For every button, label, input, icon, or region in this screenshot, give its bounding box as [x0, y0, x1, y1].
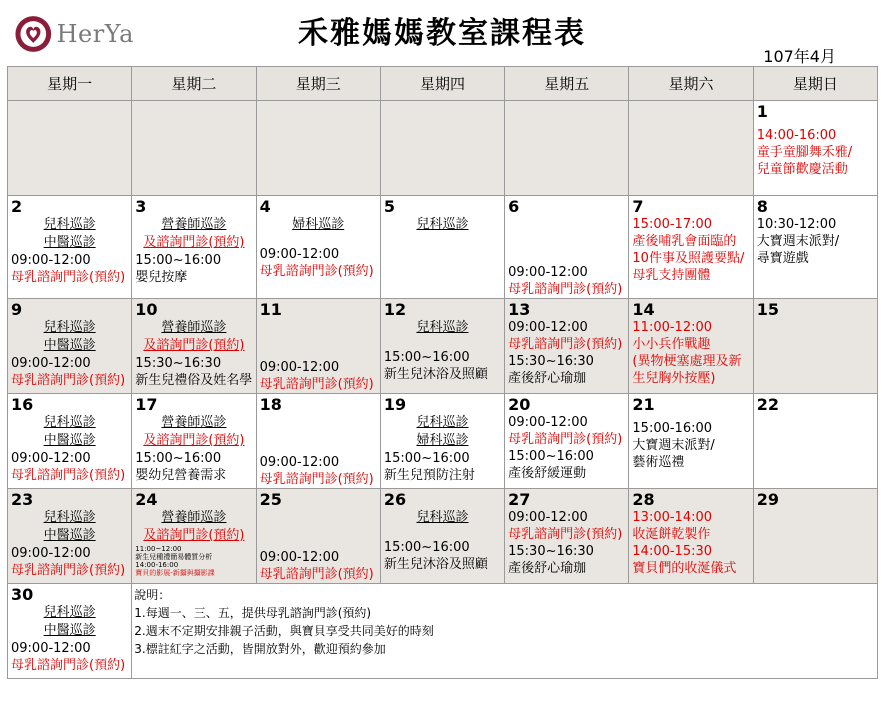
- event-time: 15:00-16:00: [632, 421, 713, 436]
- event-text: 新生兒禮俗及姓名學: [135, 373, 253, 388]
- day-number: 17: [135, 395, 158, 414]
- clinic-label: 營養師巡診: [161, 217, 227, 232]
- weekday-header: 星期一: [8, 67, 132, 101]
- event-text: 小小兵作戰趣: [632, 337, 711, 352]
- weekday-header: 星期日: [753, 67, 877, 101]
- event-time: 14:00-16:00: [756, 128, 837, 143]
- event-text: 大寶週末派對/: [756, 234, 840, 249]
- event-time: 09:00-12:00: [508, 510, 588, 525]
- day-number: 18: [259, 395, 282, 414]
- weekday-header: 星期六: [629, 67, 753, 101]
- event-text: 母乳支持團體: [632, 268, 711, 283]
- clinic-label: 中醫巡診: [43, 623, 96, 638]
- event-time: 15:00~16:00: [135, 253, 222, 268]
- event-text: 母乳諮詢門診(預約): [11, 270, 126, 285]
- event-text: 尋寶遊戲: [756, 251, 809, 266]
- weekday-header: 星期五: [505, 67, 629, 101]
- event-time: 15:30~16:30: [508, 544, 594, 559]
- event-text: 寶貝的影展-新攝與攝影課: [135, 569, 215, 577]
- empty-cell: [8, 101, 132, 196]
- event-text: 產後舒緩運動: [508, 466, 587, 481]
- logo-text: HerYa: [56, 20, 134, 48]
- clinic-label: 兒科巡診: [43, 605, 96, 620]
- event-time: 09:00-12:00: [11, 356, 91, 371]
- calendar-table: [7, 66, 878, 679]
- calendar-week: [8, 489, 878, 584]
- calendar-week: [8, 299, 878, 394]
- clinic-label: 兒科巡診: [416, 510, 469, 525]
- clinic-label: 營養師巡診: [161, 415, 227, 430]
- day-cell: [8, 394, 132, 489]
- event-time: 09:00-12:00: [11, 641, 91, 656]
- event-text: 母乳諮詢門診(預約): [508, 282, 623, 297]
- clinic-label: 兒科巡診: [43, 510, 96, 525]
- day-number: 15: [756, 300, 779, 319]
- day-number: 2: [11, 197, 23, 216]
- weekday-header-row: [8, 67, 878, 101]
- calendar-week: [8, 584, 878, 679]
- day-number: 21: [632, 395, 655, 414]
- event-time: 09:00-12:00: [11, 546, 91, 561]
- event-time: 15:00~16:00: [135, 451, 222, 466]
- event-text: 新生兒沐浴及照顧: [383, 367, 488, 382]
- event-text: 新生兒種禮簡易體質分析: [135, 553, 213, 561]
- day-number: 23: [11, 490, 34, 509]
- day-number: 25: [259, 490, 282, 509]
- clinic-label: 中醫巡診: [43, 338, 96, 353]
- day-cell: [380, 299, 504, 394]
- day-number: 4: [259, 197, 271, 216]
- event-text: 母乳諮詢門診(預約): [508, 337, 623, 352]
- weekday-header: 星期三: [256, 67, 380, 101]
- day-cell: [753, 489, 877, 584]
- clinic-label: 中醫巡診: [43, 433, 96, 448]
- empty-cell: [629, 101, 753, 196]
- day-cell: [753, 196, 877, 299]
- page-title: 禾雅媽媽教室課程表: [298, 16, 586, 51]
- event-time: 13:00-14:00: [632, 510, 713, 525]
- event-text: 母乳諮詢門診(預約): [11, 373, 126, 388]
- event-text: 母乳諮詢門診(預約): [259, 472, 374, 487]
- clinic-label: 兒科巡診: [43, 320, 96, 335]
- day-cell: [753, 101, 877, 196]
- day-number: 11: [259, 300, 282, 319]
- day-number: 5: [383, 197, 395, 216]
- event-time: 15:30~16:30: [508, 354, 594, 369]
- event-text: 嬰幼兒營養需求: [135, 468, 227, 483]
- clinic-label: 兒科巡診: [416, 217, 469, 232]
- event-text: 母乳諮詢門診(預約): [11, 468, 126, 483]
- clinic-label: 營養師巡診: [161, 320, 227, 335]
- event-text: 藝術巡禮: [632, 455, 685, 470]
- event-text: 母乳諮詢門診(預約): [259, 377, 374, 392]
- day-cell: [132, 196, 256, 299]
- day-number: 22: [756, 395, 779, 414]
- day-number: 12: [383, 300, 407, 319]
- clinic-label: 兒科巡診: [416, 415, 469, 430]
- event-text: 大寶週末派對/: [632, 438, 715, 453]
- clinic-label: 婦科巡診: [416, 433, 469, 448]
- day-number: 3: [135, 197, 147, 216]
- day-cell: [505, 299, 629, 394]
- clinic-label: 營養師巡診: [161, 510, 227, 525]
- day-number: 29: [756, 490, 779, 509]
- day-cell: [753, 394, 877, 489]
- day-number: 24: [135, 490, 158, 509]
- day-cell: [8, 489, 132, 584]
- clinic-label: 中醫巡診: [43, 235, 96, 250]
- day-cell: [256, 299, 380, 394]
- day-cell: [8, 584, 132, 679]
- day-cell: [629, 196, 753, 299]
- day-number: 1: [756, 102, 768, 121]
- empty-cell: [132, 101, 256, 196]
- event-text: 母乳諮詢門診(預約): [259, 264, 374, 279]
- notes-block: [132, 584, 877, 658]
- clinic-label: 中醫巡診: [43, 528, 96, 543]
- event-time: 09:00-12:00: [11, 253, 91, 268]
- day-number: 19: [383, 395, 407, 414]
- event-time: 14:00-15:30: [632, 544, 713, 559]
- day-cell: [132, 489, 256, 584]
- event-time: 15:00-17:00: [632, 217, 713, 232]
- day-cell: [505, 196, 629, 299]
- event-text: 產後舒心瑜珈: [508, 371, 587, 386]
- event-text: 寶貝們的收涎儀式: [632, 561, 737, 576]
- day-cell: [505, 394, 629, 489]
- event-time: 09:00-12:00: [508, 265, 588, 280]
- event-text: 10件事及照護要點/: [632, 251, 745, 266]
- event-time: 09:00-12:00: [259, 455, 340, 470]
- event-time: 15:30~16:30: [135, 356, 222, 371]
- event-text: 嬰兒按摩: [135, 270, 188, 285]
- day-number: 30: [11, 585, 34, 604]
- day-number: 20: [508, 395, 531, 414]
- event-time: 15:00~16:00: [383, 451, 470, 466]
- day-number: 6: [508, 197, 520, 216]
- event-text: 新生兒預防注射: [383, 468, 475, 483]
- day-cell: [256, 196, 380, 299]
- clinic-label: 及諮詢門診(預約): [143, 528, 245, 543]
- weekday-header: 星期四: [380, 67, 504, 101]
- day-cell: [256, 489, 380, 584]
- event-text: 母乳諮詢門診(預約): [11, 563, 126, 578]
- note-item: 2.週末不定期安排親子活動，與寶貝享受共同美好的時刻: [134, 624, 434, 638]
- event-time: 10:30-12:00: [756, 217, 837, 232]
- event-time: 09:00-12:00: [259, 247, 340, 262]
- clinic-label: 兒科巡診: [43, 217, 96, 232]
- empty-cell: [505, 101, 629, 196]
- event-text: 母乳諮詢門診(預約): [508, 527, 623, 542]
- page-header: [0, 0, 884, 66]
- event-text: 產後哺乳會面臨的: [632, 234, 737, 249]
- event-time: 15:00~16:00: [383, 350, 470, 365]
- event-time: 11:00-12:00: [632, 320, 713, 335]
- day-cell: [380, 489, 504, 584]
- event-time: 15:00~16:00: [508, 449, 594, 464]
- day-number: 13: [508, 300, 531, 319]
- event-text: 母乳諮詢門診(預約): [11, 658, 126, 673]
- day-cell: [8, 196, 132, 299]
- day-cell: [629, 299, 753, 394]
- day-number: 27: [508, 490, 531, 509]
- event-time: 09:00-12:00: [259, 360, 340, 375]
- note-item: 3.標註紅字之活動，皆開放對外，歡迎預約參加: [134, 642, 386, 656]
- weekday-header: 星期二: [132, 67, 256, 101]
- event-time: 14:00-16:00: [135, 561, 179, 569]
- empty-cell: [380, 101, 504, 196]
- clinic-label: 及諮詢門診(預約): [143, 338, 245, 353]
- event-time: 09:00-12:00: [508, 415, 588, 430]
- day-cell: [505, 489, 629, 584]
- empty-cell: [256, 101, 380, 196]
- notes-title: 說明：: [134, 588, 171, 602]
- event-text: (異物梗塞處理及新: [632, 354, 742, 369]
- event-time: 09:00-12:00: [259, 550, 340, 565]
- clinic-label: 兒科巡診: [43, 415, 96, 430]
- day-cell: [132, 299, 256, 394]
- event-text: 收涎餅乾製作: [632, 527, 711, 542]
- day-cell: [132, 394, 256, 489]
- day-cell: [8, 299, 132, 394]
- note-item: 1.每週一、三、五，提供母乳諮詢門診(預約): [134, 606, 372, 620]
- event-time: 09:00-12:00: [11, 451, 91, 466]
- day-number: 14: [632, 300, 655, 319]
- day-number: 28: [632, 490, 655, 509]
- event-time: 15:00~16:00: [383, 540, 470, 555]
- day-number: 8: [756, 197, 768, 216]
- calendar-week: [8, 101, 878, 196]
- event-text: 兒童節歡慶活動: [756, 162, 848, 177]
- month-label: 107年4月: [763, 47, 836, 66]
- day-cell: [629, 489, 753, 584]
- calendar-week: [8, 196, 878, 299]
- day-cell: [380, 196, 504, 299]
- clinic-label: 兒科巡診: [416, 320, 469, 335]
- clinic-label: 及諮詢門診(預約): [143, 235, 245, 250]
- day-number: 26: [383, 490, 407, 509]
- day-number: 7: [632, 197, 644, 216]
- day-number: 9: [11, 300, 23, 319]
- day-cell: [753, 299, 877, 394]
- event-text: 生兒胸外按壓): [632, 371, 716, 386]
- calendar-week: [8, 394, 878, 489]
- day-number: 10: [135, 300, 158, 319]
- event-time: 11:00~12:00: [135, 545, 182, 553]
- event-time: 09:00-12:00: [508, 320, 588, 335]
- day-cell: [256, 394, 380, 489]
- event-text: 童手童腳舞禾雅/: [756, 145, 853, 160]
- day-cell: [629, 394, 753, 489]
- day-cell: [380, 394, 504, 489]
- event-text: 產後舒心瑜珈: [508, 561, 587, 576]
- event-text: 新生兒沐浴及照顧: [383, 557, 488, 572]
- clinic-label: 婦科巡診: [292, 217, 345, 232]
- event-text: 母乳諮詢門診(預約): [508, 432, 623, 447]
- day-number: 16: [11, 395, 34, 414]
- clinic-label: 及諮詢門診(預約): [143, 433, 245, 448]
- event-text: 母乳諮詢門診(預約): [259, 567, 374, 582]
- notes-cell: [132, 584, 878, 679]
